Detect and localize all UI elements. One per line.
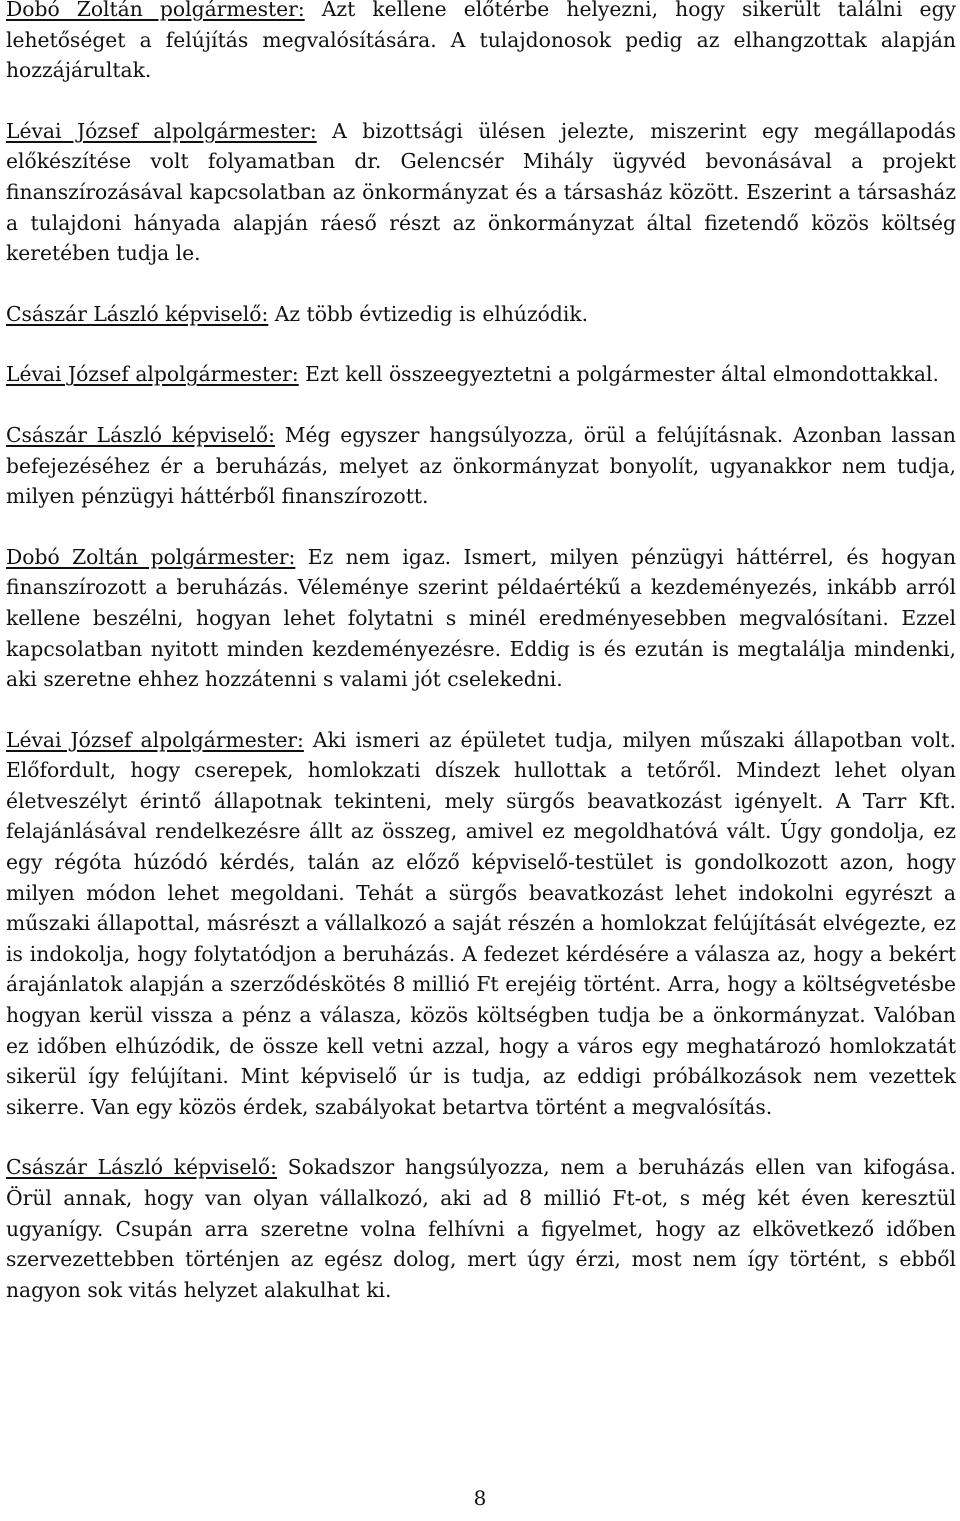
speaker-label: Császár László képviselő:	[6, 301, 269, 326]
speaker-label: Lévai József alpolgármester:	[6, 727, 304, 752]
paragraph-text: Még egyszer hangsúlyozza, örül a felújításnak. Azonban lassan befejezéséhez ér a beruházás, melyet az önkormányzat bonyolít, ugyanakkor nem tudja, milyen pénzügyi háttérből finanszírozott.	[6, 422, 956, 509]
paragraph-5	[6, 420, 956, 512]
speaker-label: Dobó Zoltán polgármester:	[6, 544, 296, 569]
speaker-label: Császár László képviselő:	[6, 422, 275, 447]
page-number: 8	[473, 1486, 487, 1510]
paragraph-4	[6, 359, 956, 390]
paragraph-text: A bizottsági ülésen jelezte, miszerint egy megállapodás előkészítése volt folyamatban dr. Gelencsér Mihály ügyvéd bevonásával a projekt finanszírozásával kapcsolatban az önkormányzat és a társasház között. Eszerint a társasház a tulajdoni hányada alapján ráeső részt az önkormányzat által fizetendő közös költség keretében tudja le.	[6, 118, 956, 266]
paragraph-3	[6, 299, 956, 330]
speaker-label: Dobó Zoltán polgármester:	[6, 0, 305, 21]
paragraph-2	[6, 116, 956, 269]
paragraph-text: Az több évtizedig is elhúzódik.	[268, 301, 589, 326]
paragraph-text: Ezt kell összeegyeztetni a polgármester által elmondottakkal.	[298, 362, 939, 387]
paragraph-text: Sokadszor hangsúlyozza, nem a beruházás ellen van kifogása. Örül annak, hogy van olyan vállalkozó, aki ad 8 millió Ft-ot, s még két éven keresztül ugyanígy. Csupán arra szeretne volna felhívni a figyelmet, hogy az elkövetkező időben szervezettebben történjen az egész dolog, mert úgy érzi, most nem így történt, s ebből nagyon sok vitás helyzet alakulhat ki.	[6, 1155, 956, 1302]
paragraph-8	[6, 1152, 956, 1305]
document-body	[6, 0, 956, 1305]
paragraph-text: Aki ismeri az épületet tudja, milyen műszaki állapotban volt. Előfordult, hogy cserepek, homlokzati díszek hullottak a tetőről. Mindezt lehet olyan életveszélyt érintő állapotnak tekinteni, mely sürgős beavatkozást igényelt. A Tarr Kft. felajánlásával rendelkezésre állt az összeg, amivel ez megoldhatóvá vált. Úgy gondolja, ez egy régóta húzódó kérdés, talán az előző képviselő-testület is gondolkozott azon, hogy milyen módon lehet megoldani. Tehát a sürgős beavatkozást lehet indokolni egyrészt a műszaki állapottal, másrészt a vállalkozó a saját részén a homlokzat felújítását elvégezte, ez is indokolja, hogy folytatódjon a beruházás. A fedezet kérdésére a válasza az, hogy a bekért árajánlatok alapján a szerződéskötés 8 millió Ft erejéig történt. Arra, hogy a költségvetésbe hogyan kerül vissza a pénz a válasza, közös költségben tudja be a önkormányzat. Valóban ez időben elhúzódik, de össze kell vetni azzal, hogy a város egy meghatározó homlokzatát sikerül így felújítani. Mint képviselő úr is tudja, az eddigi próbálkozások nem vezettek sikerre. Van egy közös érdek, szabályokat betartva történt a megvalósítás.	[6, 727, 956, 1119]
speaker-label: Lévai József alpolgármester:	[6, 362, 299, 387]
speaker-label: Császár László képviselő:	[6, 1155, 277, 1180]
paragraph-6	[6, 542, 956, 695]
paragraph-7	[6, 725, 956, 1123]
speaker-label: Lévai József alpolgármester:	[6, 118, 317, 143]
paragraph-text: Azt kellene előtérbe helyezni, hogy sikerült találni egy lehetőséget a felújítás megvalósítására. A tulajdonosok pedig az elhangzottak alapján hozzájárultak.	[6, 0, 957, 83]
paragraph-text: Ez nem igaz. Ismert, milyen pénzügyi háttérrel, és hogyan finanszírozott a beruházás. Véleménye szerint példaértékű a kezdeményezés, inkább arról kellene beszélni, hogyan lehet folytatni s minél eredményesebben megvalósítani. Ezzel kapcsolatban nyitott minden kezdeményezésre. Eddig is és ezután is megtalálja mindenki, aki szeretne ehhez hozzátenni s valami jót cselekedni.	[6, 544, 957, 692]
paragraph-1	[6, 0, 956, 86]
